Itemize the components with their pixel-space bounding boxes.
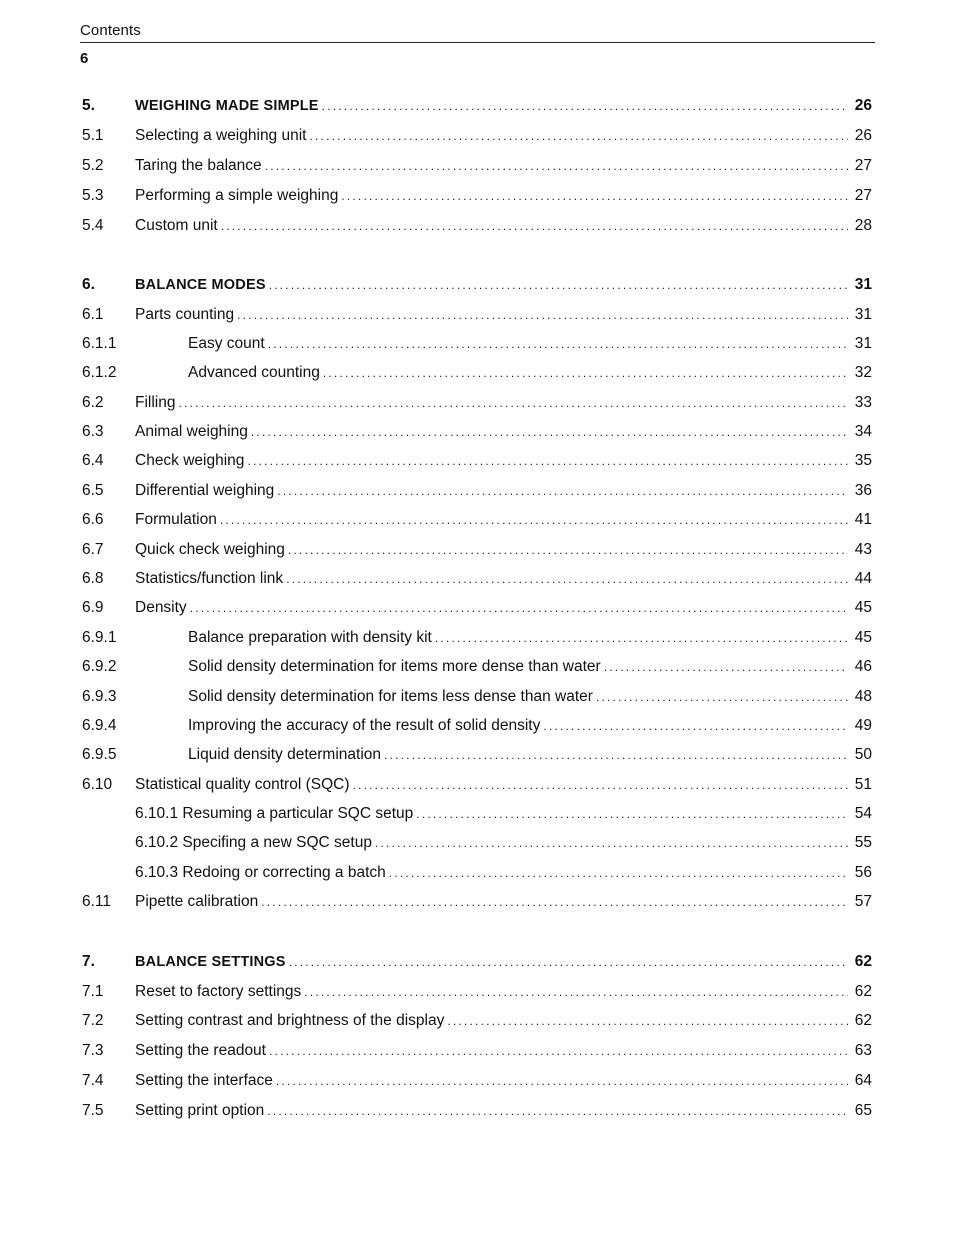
toc-entry-title: BALANCE MODES bbox=[135, 277, 266, 293]
toc-entry[interactable] bbox=[82, 688, 872, 708]
toc-entry[interactable] bbox=[82, 97, 872, 117]
dot-leader bbox=[309, 128, 848, 144]
dot-leader bbox=[269, 277, 848, 293]
dot-leader bbox=[267, 1103, 848, 1119]
toc-section-number: 7.2 bbox=[82, 1012, 104, 1029]
toc-entry[interactable] bbox=[82, 864, 872, 884]
toc-page-number: 51 bbox=[854, 776, 872, 793]
toc-page-number: 35 bbox=[854, 452, 872, 469]
toc-entry-title: Advanced counting bbox=[188, 364, 320, 381]
dot-leader bbox=[276, 1073, 848, 1089]
toc-entry[interactable] bbox=[82, 746, 872, 766]
toc-entry[interactable] bbox=[82, 217, 872, 237]
toc-entry[interactable] bbox=[82, 717, 872, 737]
dot-leader bbox=[447, 1013, 848, 1029]
dot-leader bbox=[247, 453, 848, 469]
toc-entry-title: Solid density determination for items more dense than water bbox=[188, 658, 601, 675]
toc-section-number: 7.5 bbox=[82, 1102, 104, 1119]
toc-entry-title: Differential weighing bbox=[135, 482, 275, 499]
toc-entry-title: Pipette calibration bbox=[135, 893, 259, 910]
dot-leader bbox=[596, 689, 848, 705]
dot-leader bbox=[604, 659, 848, 675]
toc-entry[interactable] bbox=[82, 541, 872, 561]
dot-leader bbox=[221, 218, 848, 234]
toc-page-number: 64 bbox=[854, 1072, 872, 1089]
toc-entry[interactable] bbox=[82, 1042, 872, 1062]
toc-entry-title: Filling bbox=[135, 394, 176, 411]
toc-page-number: 48 bbox=[854, 688, 872, 705]
toc-page-number: 31 bbox=[854, 335, 872, 352]
toc-section-number: 5.3 bbox=[82, 187, 104, 204]
toc-section-number: 7.3 bbox=[82, 1042, 104, 1059]
dot-leader bbox=[353, 777, 849, 793]
toc-entry[interactable] bbox=[82, 187, 872, 207]
toc-entry-title: Statistics/function link bbox=[135, 570, 284, 587]
toc-entry-title: BALANCE SETTINGS bbox=[135, 954, 286, 970]
toc-entry[interactable] bbox=[82, 599, 872, 619]
toc-entry-title: Setting the interface bbox=[135, 1072, 273, 1089]
toc-page-number: 50 bbox=[854, 746, 872, 763]
dot-leader bbox=[375, 835, 848, 851]
toc-page-number: 65 bbox=[854, 1102, 872, 1119]
toc-page-number: 33 bbox=[854, 394, 872, 411]
dot-leader bbox=[384, 747, 848, 763]
dot-leader bbox=[251, 424, 848, 440]
dot-leader bbox=[178, 395, 848, 411]
toc-entry[interactable] bbox=[82, 423, 872, 443]
toc-entry-title: 6.10.2 Specifing a new SQC setup bbox=[135, 834, 372, 851]
page-number: 6 bbox=[80, 50, 89, 67]
toc-entry-title: 6.10.1 Resuming a particular SQC setup bbox=[135, 805, 414, 822]
dot-leader bbox=[237, 307, 848, 323]
toc-section-number: 6.11 bbox=[82, 893, 112, 910]
toc-page-number: 36 bbox=[854, 482, 872, 499]
toc-entry[interactable] bbox=[82, 834, 872, 854]
dot-leader bbox=[304, 984, 848, 1000]
dot-leader bbox=[341, 188, 848, 204]
toc-section-number: 6.9.1 bbox=[82, 629, 117, 646]
toc-page-number: 45 bbox=[854, 629, 872, 646]
toc-entry-title: Easy count bbox=[188, 335, 265, 352]
toc-entry[interactable] bbox=[82, 570, 872, 590]
dot-leader bbox=[435, 630, 848, 646]
dot-leader bbox=[416, 806, 848, 822]
dot-leader bbox=[543, 718, 848, 734]
toc-entry-title: Custom unit bbox=[135, 217, 218, 234]
toc-page-number: 56 bbox=[854, 864, 872, 881]
toc-section-number: 6.9.5 bbox=[82, 746, 117, 763]
toc-page-number: 54 bbox=[854, 805, 872, 822]
toc-entry[interactable] bbox=[82, 1072, 872, 1092]
dot-leader bbox=[269, 1043, 848, 1059]
toc-section-number: 6.7 bbox=[82, 541, 104, 558]
toc-section-number: 5.1 bbox=[82, 127, 104, 144]
toc-entry[interactable] bbox=[82, 805, 872, 825]
toc-entry[interactable] bbox=[82, 335, 872, 355]
toc-page-number: 63 bbox=[854, 1042, 872, 1059]
toc-page-number: 27 bbox=[854, 187, 872, 204]
dot-leader bbox=[389, 865, 848, 881]
toc-entry[interactable] bbox=[82, 511, 872, 531]
toc-section-number: 6.9.2 bbox=[82, 658, 117, 675]
toc-entry[interactable] bbox=[82, 983, 872, 1003]
toc-section-number: 5. bbox=[82, 97, 95, 114]
toc-entry-title: Solid density determination for items less dense than water bbox=[188, 688, 593, 705]
toc-page-number: 62 bbox=[854, 983, 872, 1000]
toc-entry[interactable] bbox=[82, 1012, 872, 1032]
toc-section-number: 6.5 bbox=[82, 482, 104, 499]
toc-entry-title: Setting the readout bbox=[135, 1042, 266, 1059]
toc-page-number: 57 bbox=[854, 893, 872, 910]
toc-entry[interactable] bbox=[82, 394, 872, 414]
toc-entry[interactable] bbox=[82, 127, 872, 147]
toc-page-number: 31 bbox=[854, 276, 872, 293]
dot-leader bbox=[322, 98, 848, 114]
toc-entry-title: Improving the accuracy of the result of solid density bbox=[188, 717, 541, 734]
toc-entry-title: WEIGHING MADE SIMPLE bbox=[135, 98, 319, 114]
toc-section-number: 6.8 bbox=[82, 570, 104, 587]
toc-entry[interactable] bbox=[82, 306, 872, 326]
dot-leader bbox=[288, 542, 848, 558]
toc-entry-title: Taring the balance bbox=[135, 157, 262, 174]
toc-section-number: 6.9.4 bbox=[82, 717, 117, 734]
toc-section-number: 7.4 bbox=[82, 1072, 104, 1089]
toc-section-number: 6.2 bbox=[82, 394, 104, 411]
toc-entry[interactable] bbox=[82, 276, 872, 296]
toc-page-number: 31 bbox=[854, 306, 872, 323]
toc-page-number: 62 bbox=[854, 1012, 872, 1029]
toc-section-number: 5.4 bbox=[82, 217, 104, 234]
toc-entry[interactable] bbox=[82, 157, 872, 177]
dot-leader bbox=[190, 600, 848, 616]
toc-section-number: 6.1.2 bbox=[82, 364, 117, 381]
toc-page-number: 32 bbox=[854, 364, 872, 381]
dot-leader bbox=[265, 158, 848, 174]
toc-section-number: 6.1 bbox=[82, 306, 104, 323]
toc-page-number: 27 bbox=[854, 157, 872, 174]
toc-section-number: 7. bbox=[82, 953, 95, 970]
toc-page-number: 41 bbox=[854, 511, 872, 528]
running-header: Contents bbox=[80, 22, 875, 43]
toc-entry-title: Formulation bbox=[135, 511, 217, 528]
toc-entry-title: Setting contrast and brightness of the display bbox=[135, 1012, 445, 1029]
toc-page-number: 26 bbox=[854, 97, 872, 114]
toc-entry-title: Check weighing bbox=[135, 452, 245, 469]
dot-leader bbox=[323, 365, 848, 381]
dot-leader bbox=[286, 571, 848, 587]
toc-section-number: 6. bbox=[82, 276, 95, 293]
toc-entry-title: Animal weighing bbox=[135, 423, 248, 440]
toc-entry[interactable] bbox=[82, 953, 872, 973]
toc-entry-title: Performing a simple weighing bbox=[135, 187, 339, 204]
toc-entry-title: Selecting a weighing unit bbox=[135, 127, 307, 144]
toc-section-number: 6.4 bbox=[82, 452, 104, 469]
toc-page-number: 26 bbox=[854, 127, 872, 144]
toc-entry-title: 6.10.3 Redoing or correcting a batch bbox=[135, 864, 386, 881]
dot-leader bbox=[277, 483, 848, 499]
toc-entry-title: Density bbox=[135, 599, 187, 616]
toc-entry[interactable] bbox=[82, 452, 872, 472]
toc-entry-title: Statistical quality control (SQC) bbox=[135, 776, 350, 793]
toc-entry-title: Balance preparation with density kit bbox=[188, 629, 432, 646]
toc-entry-title: Quick check weighing bbox=[135, 541, 285, 558]
toc-page-number: 34 bbox=[854, 423, 872, 440]
toc-section-number: 6.3 bbox=[82, 423, 104, 440]
toc-entry[interactable] bbox=[82, 1102, 872, 1122]
toc-entry[interactable] bbox=[82, 482, 872, 502]
toc-page-number: 43 bbox=[854, 541, 872, 558]
toc-section-number: 5.2 bbox=[82, 157, 104, 174]
toc-entry[interactable] bbox=[82, 658, 872, 678]
dot-leader bbox=[268, 336, 848, 352]
toc-page-number: 45 bbox=[854, 599, 872, 616]
toc-section-number: 6.1.1 bbox=[82, 335, 117, 352]
toc-entry[interactable] bbox=[82, 364, 872, 384]
dot-leader bbox=[261, 894, 848, 910]
toc-page-number: 46 bbox=[854, 658, 872, 675]
toc-entry-title: Parts counting bbox=[135, 306, 235, 323]
toc-section-number: 6.9 bbox=[82, 599, 104, 616]
dot-leader bbox=[220, 512, 848, 528]
toc-page-number: 44 bbox=[854, 570, 872, 587]
toc-entry[interactable] bbox=[82, 776, 872, 796]
toc-entry[interactable] bbox=[82, 893, 872, 913]
toc-entry[interactable] bbox=[82, 629, 872, 649]
toc-section-number: 7.1 bbox=[82, 983, 104, 1000]
toc-page-number: 28 bbox=[854, 217, 872, 234]
toc-section-number: 6.10 bbox=[82, 776, 113, 793]
toc-entry-title: Liquid density determination bbox=[188, 746, 382, 763]
toc-entry-title: Setting print option bbox=[135, 1102, 265, 1119]
toc-page-number: 55 bbox=[854, 834, 872, 851]
toc-page-number: 62 bbox=[854, 953, 872, 970]
toc-section-number: 6.9.3 bbox=[82, 688, 117, 705]
toc-entry-title: Reset to factory settings bbox=[135, 983, 302, 1000]
toc-page-number: 49 bbox=[854, 717, 872, 734]
dot-leader bbox=[289, 954, 848, 970]
toc-section-number: 6.6 bbox=[82, 511, 104, 528]
